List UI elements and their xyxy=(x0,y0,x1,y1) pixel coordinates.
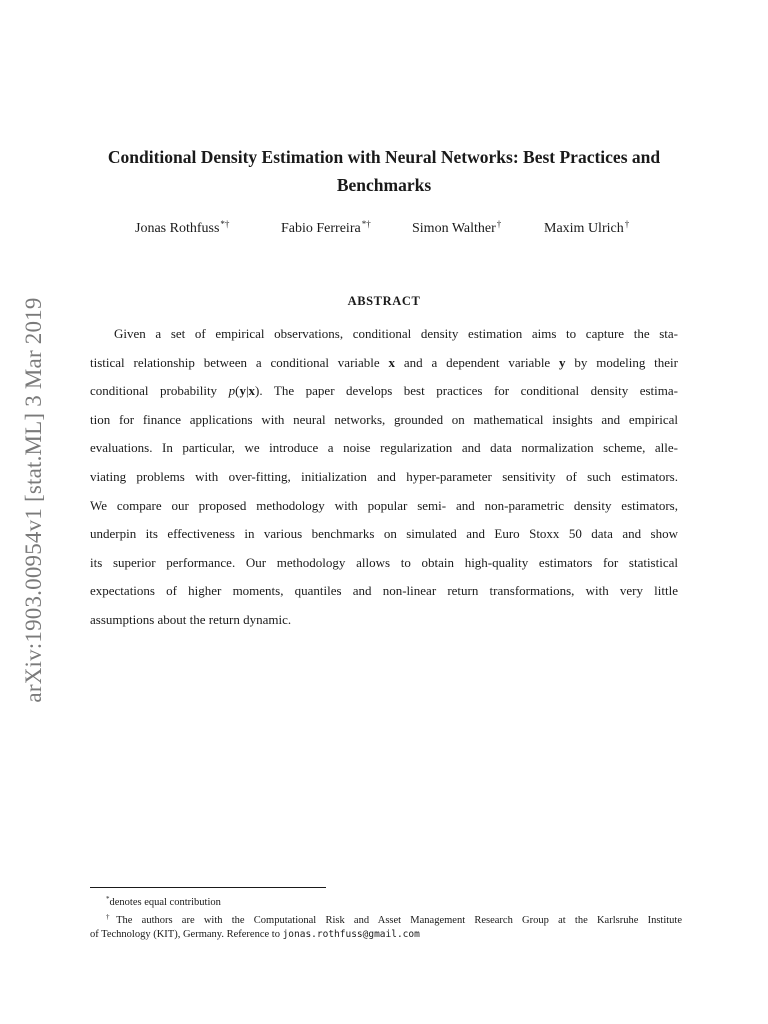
author-affiliation-mark: † xyxy=(624,219,630,229)
abstract-line: evaluations. In particular, we introduce a noise regularization and data normalization scheme, alle- xyxy=(90,440,678,456)
paper-title: Conditional Density Estimation with Neural Networks: Best Practices and Benchmarks xyxy=(107,147,661,195)
author-affiliation-mark: *† xyxy=(220,219,230,229)
author-list xyxy=(0,219,768,239)
footnote-equal-contribution xyxy=(90,892,682,910)
author xyxy=(544,219,629,237)
arxiv-identifier-stamp: arXiv:1903.00954v1 [stat.ML] 3 Mar 2019 xyxy=(21,297,46,703)
author xyxy=(412,219,501,237)
abstract-heading: ABSTRACT xyxy=(347,294,421,308)
math-p: p xyxy=(228,383,236,399)
footnote-mark: * xyxy=(106,895,110,903)
abstract-line: Given a set of empirical observations, conditional density estimation aims to capture the sta- xyxy=(114,326,678,341)
abstract-line: underpin its effectiveness in various benchmarks on simulated and Euro Stoxx 50 data and show xyxy=(90,526,678,542)
variable-y: y xyxy=(559,354,566,370)
abstract-line: its superior performance. Our methodology allows to obtain high-quality estimators for statistical xyxy=(90,554,678,570)
footnote-mark: † xyxy=(106,913,117,921)
footnote-text: of Technology (KIT), Germany. Reference to xyxy=(90,929,283,940)
abstract-line: expectations of higher moments, quantiles and non-linear return transformations, with very little xyxy=(90,583,678,599)
abstract-line: viating problems with over-fitting, initialization and hyper-parameter sensitivity of such estimators. xyxy=(90,468,678,484)
author-name: Simon Walther xyxy=(412,221,496,236)
footnotes xyxy=(90,892,682,942)
author-name: Fabio Ferreira xyxy=(281,221,361,236)
footnote-text: The authors are with the Computational Risk and Asset Management Research Group at the Karlsruhe Institute xyxy=(116,915,683,926)
footnote-affiliation xyxy=(90,910,682,928)
abstract-body xyxy=(90,320,678,635)
footnote-text: denotes equal contribution xyxy=(109,897,221,908)
variable-y: y xyxy=(239,383,246,399)
author-name: Jonas Rothfuss xyxy=(135,221,220,236)
abstract-line: We compare our proposed methodology with popular semi- and non-parametric density estimators, xyxy=(90,497,678,513)
author-name: Maxim Ulrich xyxy=(544,221,624,236)
author xyxy=(281,219,371,237)
author-affiliation-mark: *† xyxy=(361,219,371,229)
abstract-line: assumptions about the return dynamic. xyxy=(90,611,292,627)
footnote-divider xyxy=(90,887,326,888)
variable-x: x xyxy=(388,354,396,370)
variable-x: x xyxy=(248,383,256,399)
abstract-line: tion for finance applications with neural networks, grounded on mathematical insights and empirical xyxy=(90,411,678,427)
contact-email-link[interactable]: jonas.rothfuss@gmail.com xyxy=(282,929,420,940)
abstract-line: conditional probability p(y|x). The paper develops best practices for conditional density estima- xyxy=(90,383,678,399)
footnote-affiliation-continued xyxy=(90,928,682,942)
author-affiliation-mark: † xyxy=(496,219,502,229)
abstract-line: tistical relationship between a conditional variable x and a dependent variable y by modeling their xyxy=(90,354,678,370)
author xyxy=(135,219,229,237)
